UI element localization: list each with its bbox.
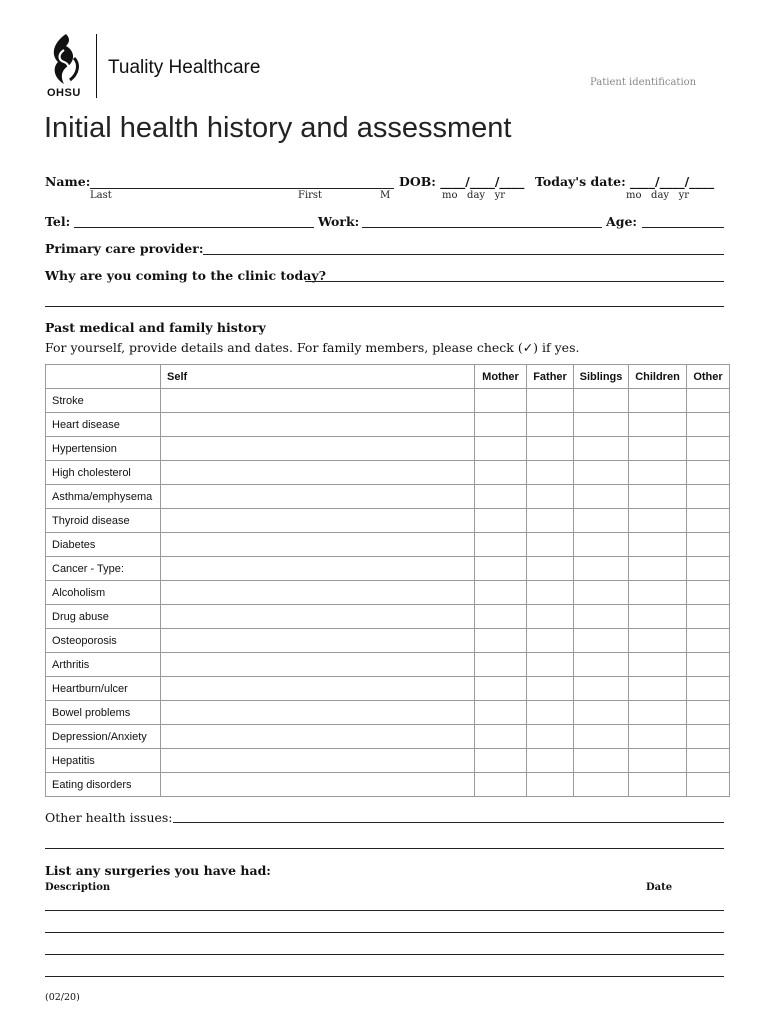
family-check-cell[interactable] <box>629 413 687 437</box>
family-check-cell[interactable] <box>475 509 527 533</box>
work-label: Work: <box>318 214 360 229</box>
family-check-cell[interactable] <box>687 413 730 437</box>
table-row <box>46 677 730 701</box>
family-check-cell[interactable] <box>687 677 730 701</box>
family-check-cell[interactable] <box>475 461 527 485</box>
family-check-cell[interactable] <box>629 629 687 653</box>
primary-care-provider-field[interactable] <box>203 254 724 255</box>
family-check-cell[interactable] <box>527 389 574 413</box>
family-check-cell[interactable] <box>574 461 629 485</box>
family-check-cell[interactable] <box>687 581 730 605</box>
table-row <box>46 581 730 605</box>
condition-label: Alcoholism <box>46 581 161 605</box>
family-check-cell[interactable] <box>629 533 687 557</box>
family-check-cell[interactable] <box>629 437 687 461</box>
family-check-cell[interactable] <box>475 749 527 773</box>
column-header-condition <box>46 365 161 389</box>
self-details-cell[interactable] <box>161 629 475 653</box>
family-check-cell[interactable] <box>687 773 730 797</box>
table-row <box>46 485 730 509</box>
family-check-cell[interactable] <box>475 485 527 509</box>
name-sub-first: First <box>298 190 323 201</box>
self-details-cell[interactable] <box>161 677 475 701</box>
name-field[interactable] <box>90 188 394 189</box>
self-details-cell[interactable] <box>161 701 475 725</box>
logo-divider <box>96 34 97 98</box>
family-check-cell[interactable] <box>574 389 629 413</box>
condition-label: Heart disease <box>46 413 161 437</box>
family-check-cell[interactable] <box>475 629 527 653</box>
condition-label: Depression/Anxiety <box>46 725 161 749</box>
family-check-cell[interactable] <box>527 725 574 749</box>
condition-label: Thyroid disease <box>46 509 161 533</box>
family-check-cell[interactable] <box>475 389 527 413</box>
visit-reason-label: Why are you coming to the clinic today? <box>45 268 326 283</box>
family-check-cell[interactable] <box>687 533 730 557</box>
table-row <box>46 629 730 653</box>
family-check-cell[interactable] <box>687 389 730 413</box>
family-check-cell[interactable] <box>629 605 687 629</box>
age-label: Age: <box>606 214 638 229</box>
family-check-cell[interactable] <box>629 557 687 581</box>
family-check-cell[interactable] <box>629 701 687 725</box>
family-check-cell[interactable] <box>527 581 574 605</box>
condition-label: Bowel problems <box>46 701 161 725</box>
family-check-cell[interactable] <box>687 437 730 461</box>
table-row <box>46 605 730 629</box>
surgeries-heading: List any surgeries you have had: <box>45 863 271 878</box>
self-details-cell[interactable] <box>161 509 475 533</box>
surgery-line[interactable] <box>45 932 724 933</box>
family-check-cell[interactable] <box>629 749 687 773</box>
family-check-cell[interactable] <box>687 725 730 749</box>
table-row <box>46 413 730 437</box>
table-row <box>46 509 730 533</box>
family-check-cell[interactable] <box>629 581 687 605</box>
table-row <box>46 653 730 677</box>
condition-label: Cancer - Type: <box>46 557 161 581</box>
table-row <box>46 701 730 725</box>
table-row <box>46 389 730 413</box>
family-check-cell[interactable] <box>527 557 574 581</box>
family-check-cell[interactable] <box>574 485 629 509</box>
family-check-cell[interactable] <box>527 485 574 509</box>
tel-field[interactable] <box>74 227 314 228</box>
self-details-cell[interactable] <box>161 557 475 581</box>
family-check-cell[interactable] <box>687 749 730 773</box>
family-check-cell[interactable] <box>527 413 574 437</box>
family-check-cell[interactable] <box>527 677 574 701</box>
surgery-line[interactable] <box>45 910 724 911</box>
condition-label: Stroke <box>46 389 161 413</box>
history-heading: Past medical and family history <box>45 320 266 335</box>
table-row <box>46 725 730 749</box>
condition-label: Eating disorders <box>46 773 161 797</box>
family-check-cell[interactable] <box>687 605 730 629</box>
family-check-cell[interactable] <box>574 653 629 677</box>
family-check-cell[interactable] <box>475 533 527 557</box>
self-details-cell[interactable] <box>161 485 475 509</box>
age-field[interactable] <box>642 227 724 228</box>
primary-care-provider-label: Primary care provider: <box>45 241 204 256</box>
table-row <box>46 461 730 485</box>
family-check-cell[interactable] <box>475 581 527 605</box>
self-details-cell[interactable] <box>161 773 475 797</box>
family-check-cell[interactable] <box>574 677 629 701</box>
dob-field[interactable]: DOB: ____/____/____ <box>399 174 525 189</box>
name-label: Name: <box>45 174 91 189</box>
table-row <box>46 437 730 461</box>
family-check-cell[interactable] <box>574 413 629 437</box>
family-check-cell[interactable] <box>527 605 574 629</box>
condition-label: Heartburn/ulcer <box>46 677 161 701</box>
family-check-cell[interactable] <box>574 533 629 557</box>
name-sub-last: Last <box>90 190 112 201</box>
table-row <box>46 773 730 797</box>
surgery-line[interactable] <box>45 954 724 955</box>
self-details-cell[interactable] <box>161 437 475 461</box>
work-field[interactable] <box>362 227 602 228</box>
family-check-cell[interactable] <box>629 485 687 509</box>
column-header-father: Father <box>527 365 574 389</box>
family-check-cell[interactable] <box>574 701 629 725</box>
family-check-cell[interactable] <box>687 629 730 653</box>
family-check-cell[interactable] <box>475 605 527 629</box>
family-check-cell[interactable] <box>574 557 629 581</box>
family-check-cell[interactable] <box>475 413 527 437</box>
condition-label: Hepatitis <box>46 749 161 773</box>
family-check-cell[interactable] <box>687 653 730 677</box>
self-details-cell[interactable] <box>161 581 475 605</box>
family-check-cell[interactable] <box>687 461 730 485</box>
ohsu-logo <box>44 32 84 102</box>
self-details-cell[interactable] <box>161 749 475 773</box>
condition-label: Drug abuse <box>46 605 161 629</box>
flame-logo-icon <box>44 32 84 88</box>
self-details-cell[interactable] <box>161 725 475 749</box>
family-check-cell[interactable] <box>574 629 629 653</box>
surgery-line[interactable] <box>45 976 724 977</box>
family-check-cell[interactable] <box>527 509 574 533</box>
family-check-cell[interactable] <box>687 557 730 581</box>
history-table <box>45 364 730 797</box>
org-name: Tuality Healthcare <box>108 57 261 78</box>
family-check-cell[interactable] <box>687 509 730 533</box>
name-sub-m: M <box>380 190 391 201</box>
self-details-cell[interactable] <box>161 653 475 677</box>
visit-reason-field-line-2[interactable] <box>45 306 724 307</box>
surgery-description-label: Description <box>45 882 111 893</box>
surgery-date-label: Date <box>646 882 673 893</box>
family-check-cell[interactable] <box>527 629 574 653</box>
family-check-cell[interactable] <box>527 749 574 773</box>
page-title: Initial health history and assessment <box>44 112 512 144</box>
condition-label: Arthritis <box>46 653 161 677</box>
family-check-cell[interactable] <box>475 653 527 677</box>
family-check-cell[interactable] <box>475 437 527 461</box>
condition-label: Hypertension <box>46 437 161 461</box>
family-check-cell[interactable] <box>574 581 629 605</box>
family-check-cell[interactable] <box>527 653 574 677</box>
self-details-cell[interactable] <box>161 413 475 437</box>
column-header-siblings: Siblings <box>574 365 629 389</box>
family-check-cell[interactable] <box>527 701 574 725</box>
family-check-cell[interactable] <box>687 485 730 509</box>
family-check-cell[interactable] <box>629 677 687 701</box>
family-check-cell[interactable] <box>475 701 527 725</box>
visit-reason-field[interactable] <box>305 281 724 282</box>
family-check-cell[interactable] <box>574 437 629 461</box>
self-details-cell[interactable] <box>161 389 475 413</box>
family-check-cell[interactable] <box>475 557 527 581</box>
dob-sub: mo day yr <box>442 190 506 201</box>
table-row <box>46 557 730 581</box>
family-check-cell[interactable] <box>527 461 574 485</box>
self-details-cell[interactable] <box>161 461 475 485</box>
family-check-cell[interactable] <box>629 509 687 533</box>
condition-label: Osteoporosis <box>46 629 161 653</box>
family-check-cell[interactable] <box>574 725 629 749</box>
family-check-cell[interactable] <box>629 461 687 485</box>
todays-date-sub: mo day yr <box>626 190 690 201</box>
family-check-cell[interactable] <box>629 725 687 749</box>
logo-text: OHSU <box>47 87 81 99</box>
family-check-cell[interactable] <box>574 773 629 797</box>
other-health-issues-field-line-2[interactable] <box>45 848 724 849</box>
family-check-cell[interactable] <box>687 701 730 725</box>
family-check-cell[interactable] <box>475 773 527 797</box>
family-check-cell[interactable] <box>629 773 687 797</box>
table-row <box>46 533 730 557</box>
condition-label: Diabetes <box>46 533 161 557</box>
column-header-children: Children <box>629 365 687 389</box>
family-check-cell[interactable] <box>629 389 687 413</box>
history-instructions: For yourself, provide details and dates. For family members, please check (✓) if yes. <box>45 340 580 355</box>
family-check-cell[interactable] <box>527 437 574 461</box>
column-header-self: Self <box>161 365 475 389</box>
family-check-cell[interactable] <box>574 605 629 629</box>
tel-label: Tel: <box>45 214 71 229</box>
family-check-cell[interactable] <box>475 725 527 749</box>
self-details-cell[interactable] <box>161 605 475 629</box>
family-check-cell[interactable] <box>475 677 527 701</box>
family-check-cell[interactable] <box>574 749 629 773</box>
table-row <box>46 749 730 773</box>
self-details-cell[interactable] <box>161 533 475 557</box>
condition-label: Asthma/emphysema <box>46 485 161 509</box>
family-check-cell[interactable] <box>629 653 687 677</box>
todays-date-field[interactable]: Today's date: ____/____/____ <box>535 174 715 189</box>
family-check-cell[interactable] <box>527 533 574 557</box>
family-check-cell[interactable] <box>574 509 629 533</box>
other-health-issues-label: Other health issues: <box>45 810 173 825</box>
condition-label: High cholesterol <box>46 461 161 485</box>
revision-date: (02/20) <box>45 992 80 1003</box>
other-health-issues-field[interactable] <box>173 822 724 823</box>
family-check-cell[interactable] <box>527 773 574 797</box>
column-header-mother: Mother <box>475 365 527 389</box>
column-header-other: Other <box>687 365 730 389</box>
patient-identification-label: Patient identification <box>590 77 697 88</box>
